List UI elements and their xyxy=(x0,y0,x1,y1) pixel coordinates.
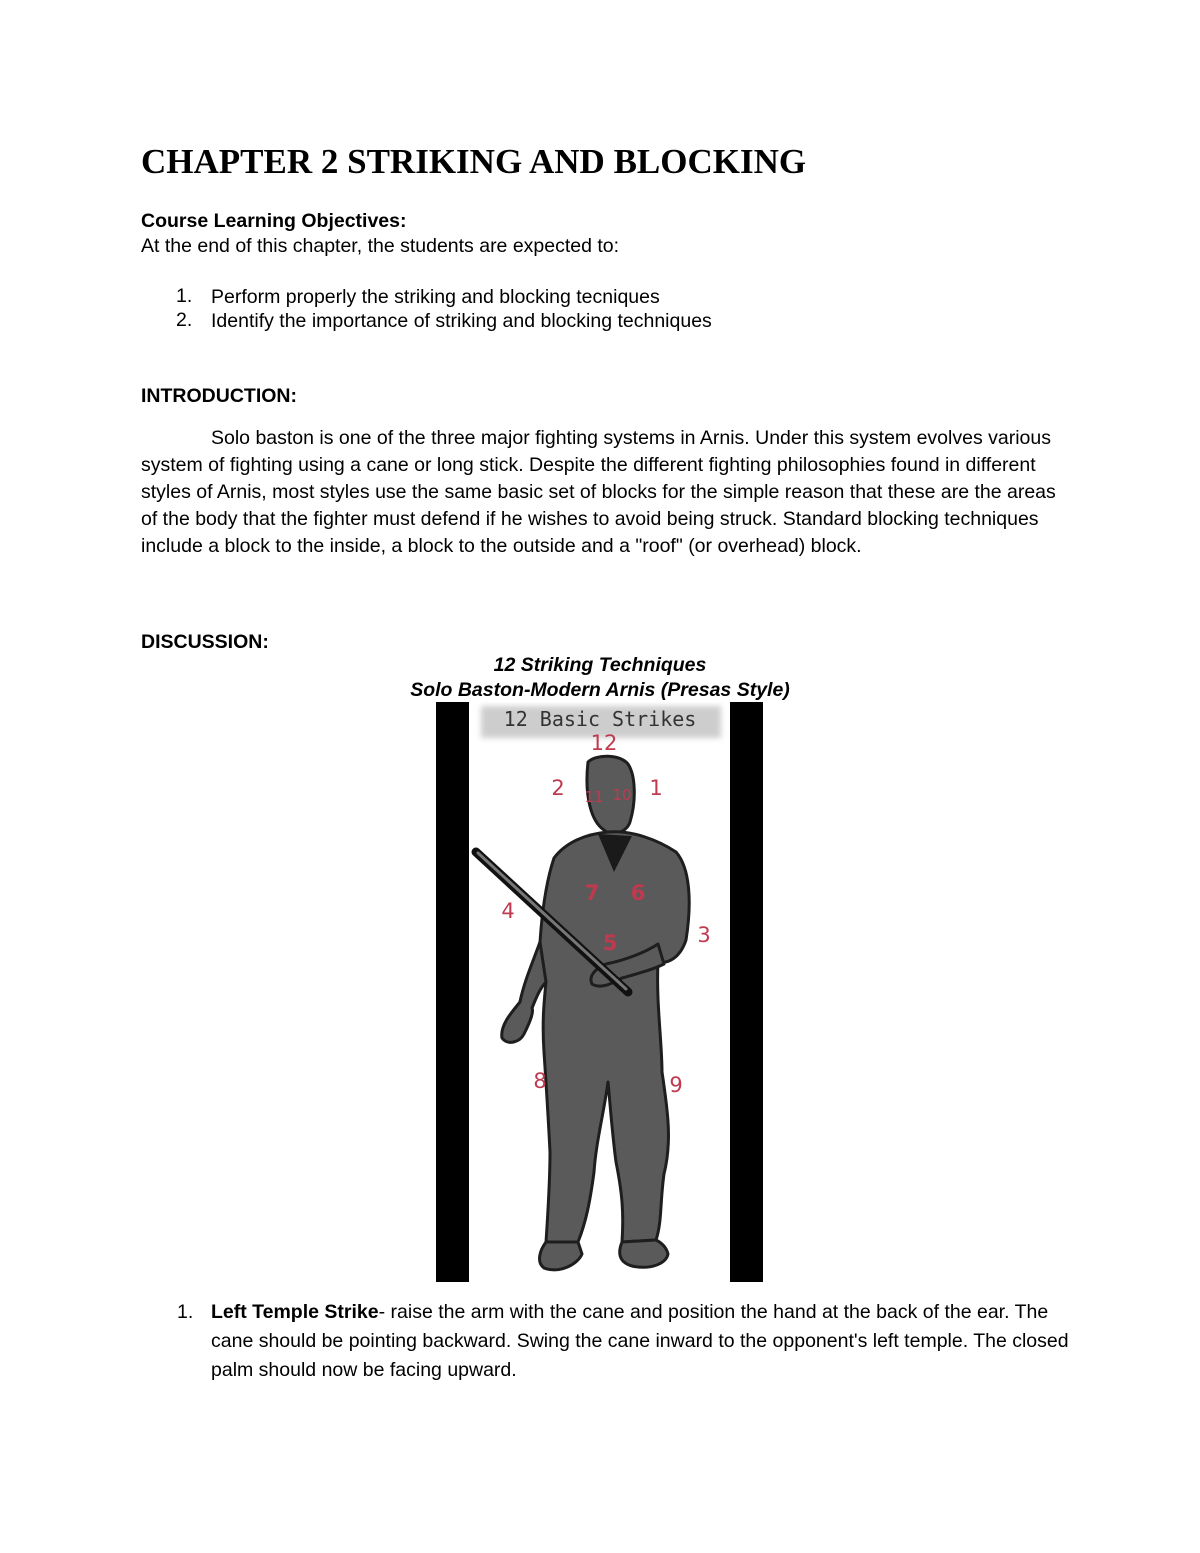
strike-label-10: 10 xyxy=(612,786,632,804)
strike-label-7: 7 xyxy=(584,881,600,905)
strike-label-1: 1 xyxy=(649,776,663,800)
objective-number: 1. xyxy=(176,285,193,307)
discussion-heading: DISCUSSION: xyxy=(141,631,269,653)
strike-label-8: 8 xyxy=(533,1069,547,1093)
objective-item: Perform properly the striking and blocking tecniques xyxy=(211,286,660,308)
right-black-bar xyxy=(730,702,763,1282)
strike-label-2: 2 xyxy=(551,776,565,800)
strike-label-3: 3 xyxy=(697,923,711,947)
strike-label-9: 9 xyxy=(669,1073,683,1097)
objectives-lead: At the end of this chapter, the students are expected to: xyxy=(141,235,620,257)
introduction-paragraph xyxy=(141,425,1061,560)
objective-item: Identify the importance of striking and blocking techniques xyxy=(211,310,712,332)
left-black-bar xyxy=(436,702,469,1282)
twelve-strikes-illustration xyxy=(436,702,763,1282)
strike-list-item xyxy=(177,1298,1091,1385)
objective-number: 2. xyxy=(176,309,193,331)
strike-description: - raise the arm with the cane and position the hand at the back of the ear. The cane should be pointing backward. Swing the cane inward to the opponent's left temple. The closed palm should now be facing upward. xyxy=(211,1301,1069,1381)
strike-title: Left Temple Strike xyxy=(211,1301,379,1323)
figure-caption-subtitle: Solo Baston-Modern Arnis (Presas Style) xyxy=(410,679,790,701)
introduction-heading: INTRODUCTION: xyxy=(141,385,297,407)
strike-label-6: 6 xyxy=(630,881,646,905)
figure-caption-title: 12 Striking Techniques xyxy=(493,654,707,676)
strike-number: 1. xyxy=(177,1301,194,1323)
strike-label-5: 5 xyxy=(602,931,618,955)
objectives-heading: Course Learning Objectives: xyxy=(141,210,407,232)
strike-label-11: 11 xyxy=(584,788,604,806)
figure-banner: 12 Basic Strikes xyxy=(503,707,697,731)
strike-label-12: 12 xyxy=(590,731,618,755)
chapter-title: CHAPTER 2 STRIKING AND BLOCKING xyxy=(141,142,807,181)
introduction-body: Solo baston is one of the three major fighting systems in Arnis. Under this system evolves various system of fighting using a cane or long stick. Despite the different fighting philosophies found in different styles of Arnis, most styles use the same basic set of blocks for the simple reason that these are the areas of the body that the fighter must defend if he wishes to avoid being struck. Standard blocking techniques include a block to the inside, a block to the outside and a "roof" (or overhead) block. xyxy=(141,427,1056,557)
strike-label-4: 4 xyxy=(501,899,515,923)
